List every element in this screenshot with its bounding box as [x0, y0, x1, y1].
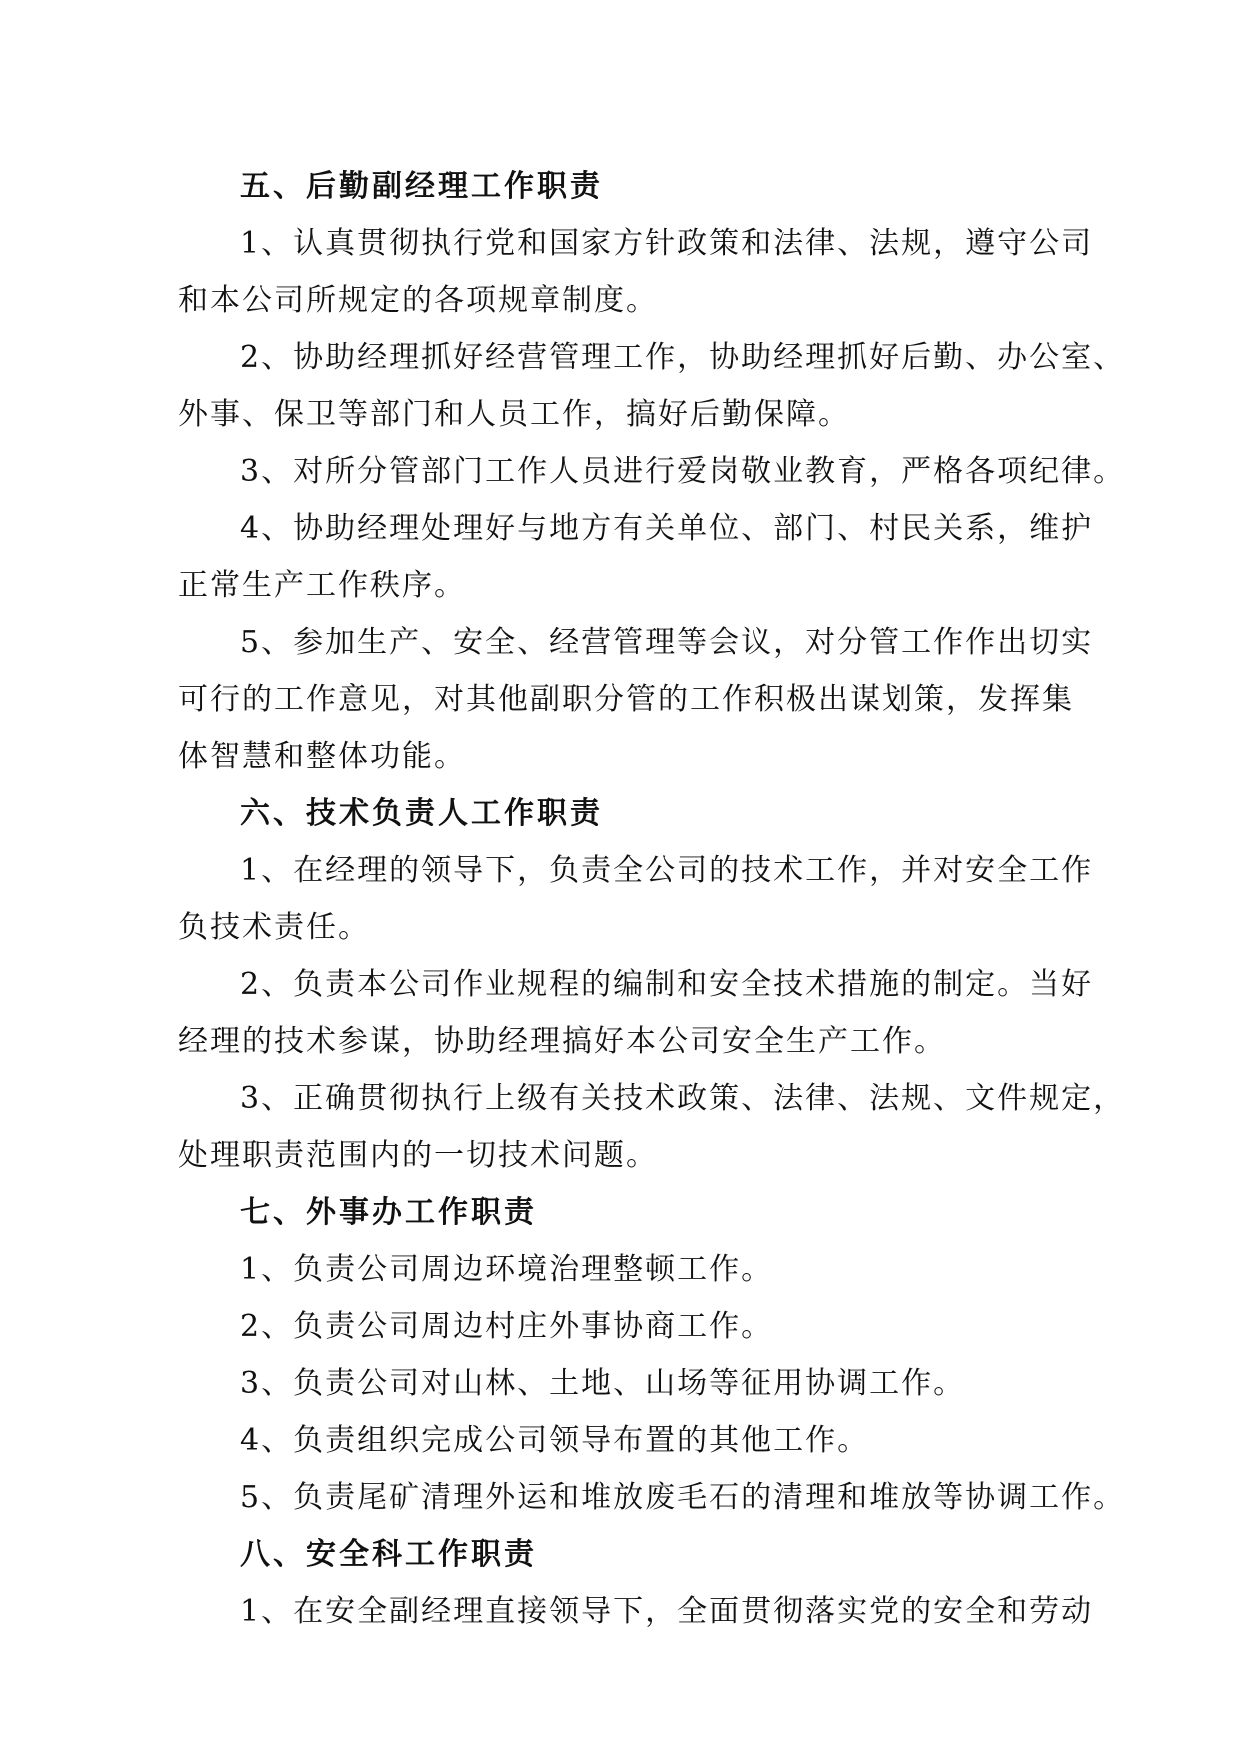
list-item [178, 624, 1118, 795]
item-first-line: 3、正确贯彻执行上级有关技术政策、法律、法规、文件规定， [240, 1081, 1126, 1116]
item-first-line: 4、协助经理处理好与地方有关单位、部门、村民关系，维护 [240, 511, 1094, 546]
list-item [178, 966, 1118, 1080]
list-item [178, 1308, 1118, 1365]
list-item [178, 339, 1126, 453]
item-first-line: 1、在安全副经理直接领导下，全面贯彻落实党的安全和劳动 [240, 1594, 1094, 1629]
item-continuation-line: 体智慧和整体功能。 [178, 739, 466, 774]
item-first-line: 1、在经理的领导下，负责全公司的技术工作，并对安全工作 [240, 853, 1094, 888]
list-item [178, 1479, 1126, 1536]
item-first-line: 5、参加生产、安全、经营管理等会议，对分管工作作出切实 [240, 625, 1094, 660]
section-heading: 八、安全科工作职责 [240, 1537, 537, 1572]
section-heading: 七、外事办工作职责 [240, 1195, 537, 1230]
item-first-line: 2、协助经理抓好经营管理工作，协助经理抓好后勤、办公室、 [240, 340, 1126, 375]
section-heading: 五、后勤副经理工作职责 [240, 169, 603, 204]
list-item [178, 510, 1118, 624]
list-item [178, 1593, 1118, 1650]
item-continuation-line: 可行的工作意见，对其他副职分管的工作积极出谋划策，发挥集 [178, 682, 1074, 717]
item-first-line: 4、负责组织完成公司领导布置的其他工作。 [240, 1423, 870, 1458]
list-item [178, 453, 1126, 510]
item-continuation-line: 正常生产工作秩序。 [178, 568, 466, 603]
section-heading: 六、技术负责人工作职责 [240, 796, 603, 831]
list-item [178, 1080, 1126, 1194]
item-first-line: 2、负责本公司作业规程的编制和安全技术措施的制定。当好 [240, 967, 1094, 1002]
list-item [178, 852, 1118, 966]
item-continuation-line: 处理职责范围内的一切技术问题。 [178, 1138, 658, 1173]
list-item [178, 225, 1118, 339]
list-item [178, 1251, 1118, 1308]
item-first-line: 5、负责尾矿清理外运和堆放废毛石的清理和堆放等协调工作。 [240, 1480, 1126, 1515]
item-first-line: 1、负责公司周边环境治理整顿工作。 [240, 1252, 774, 1287]
item-first-line: 3、负责公司对山林、土地、山场等征用协调工作。 [240, 1366, 966, 1401]
item-continuation-line: 和本公司所规定的各项规章制度。 [178, 283, 658, 318]
item-continuation-line: 负技术责任。 [178, 910, 370, 945]
list-item [178, 1422, 1118, 1479]
item-continuation-line: 经理的技术参谋，协助经理搞好本公司安全生产工作。 [178, 1024, 946, 1059]
item-continuation-line: 外事、保卫等部门和人员工作，搞好后勤保障。 [178, 397, 850, 432]
item-first-line: 1、认真贯彻执行党和国家方针政策和法律、法规，遵守公司 [240, 226, 1094, 261]
item-first-line: 3、对所分管部门工作人员进行爱岗敬业教育，严格各项纪律。 [240, 454, 1126, 489]
document-body [178, 168, 1126, 1650]
item-first-line: 2、负责公司周边村庄外事协商工作。 [240, 1309, 774, 1344]
list-item [178, 1365, 1118, 1422]
